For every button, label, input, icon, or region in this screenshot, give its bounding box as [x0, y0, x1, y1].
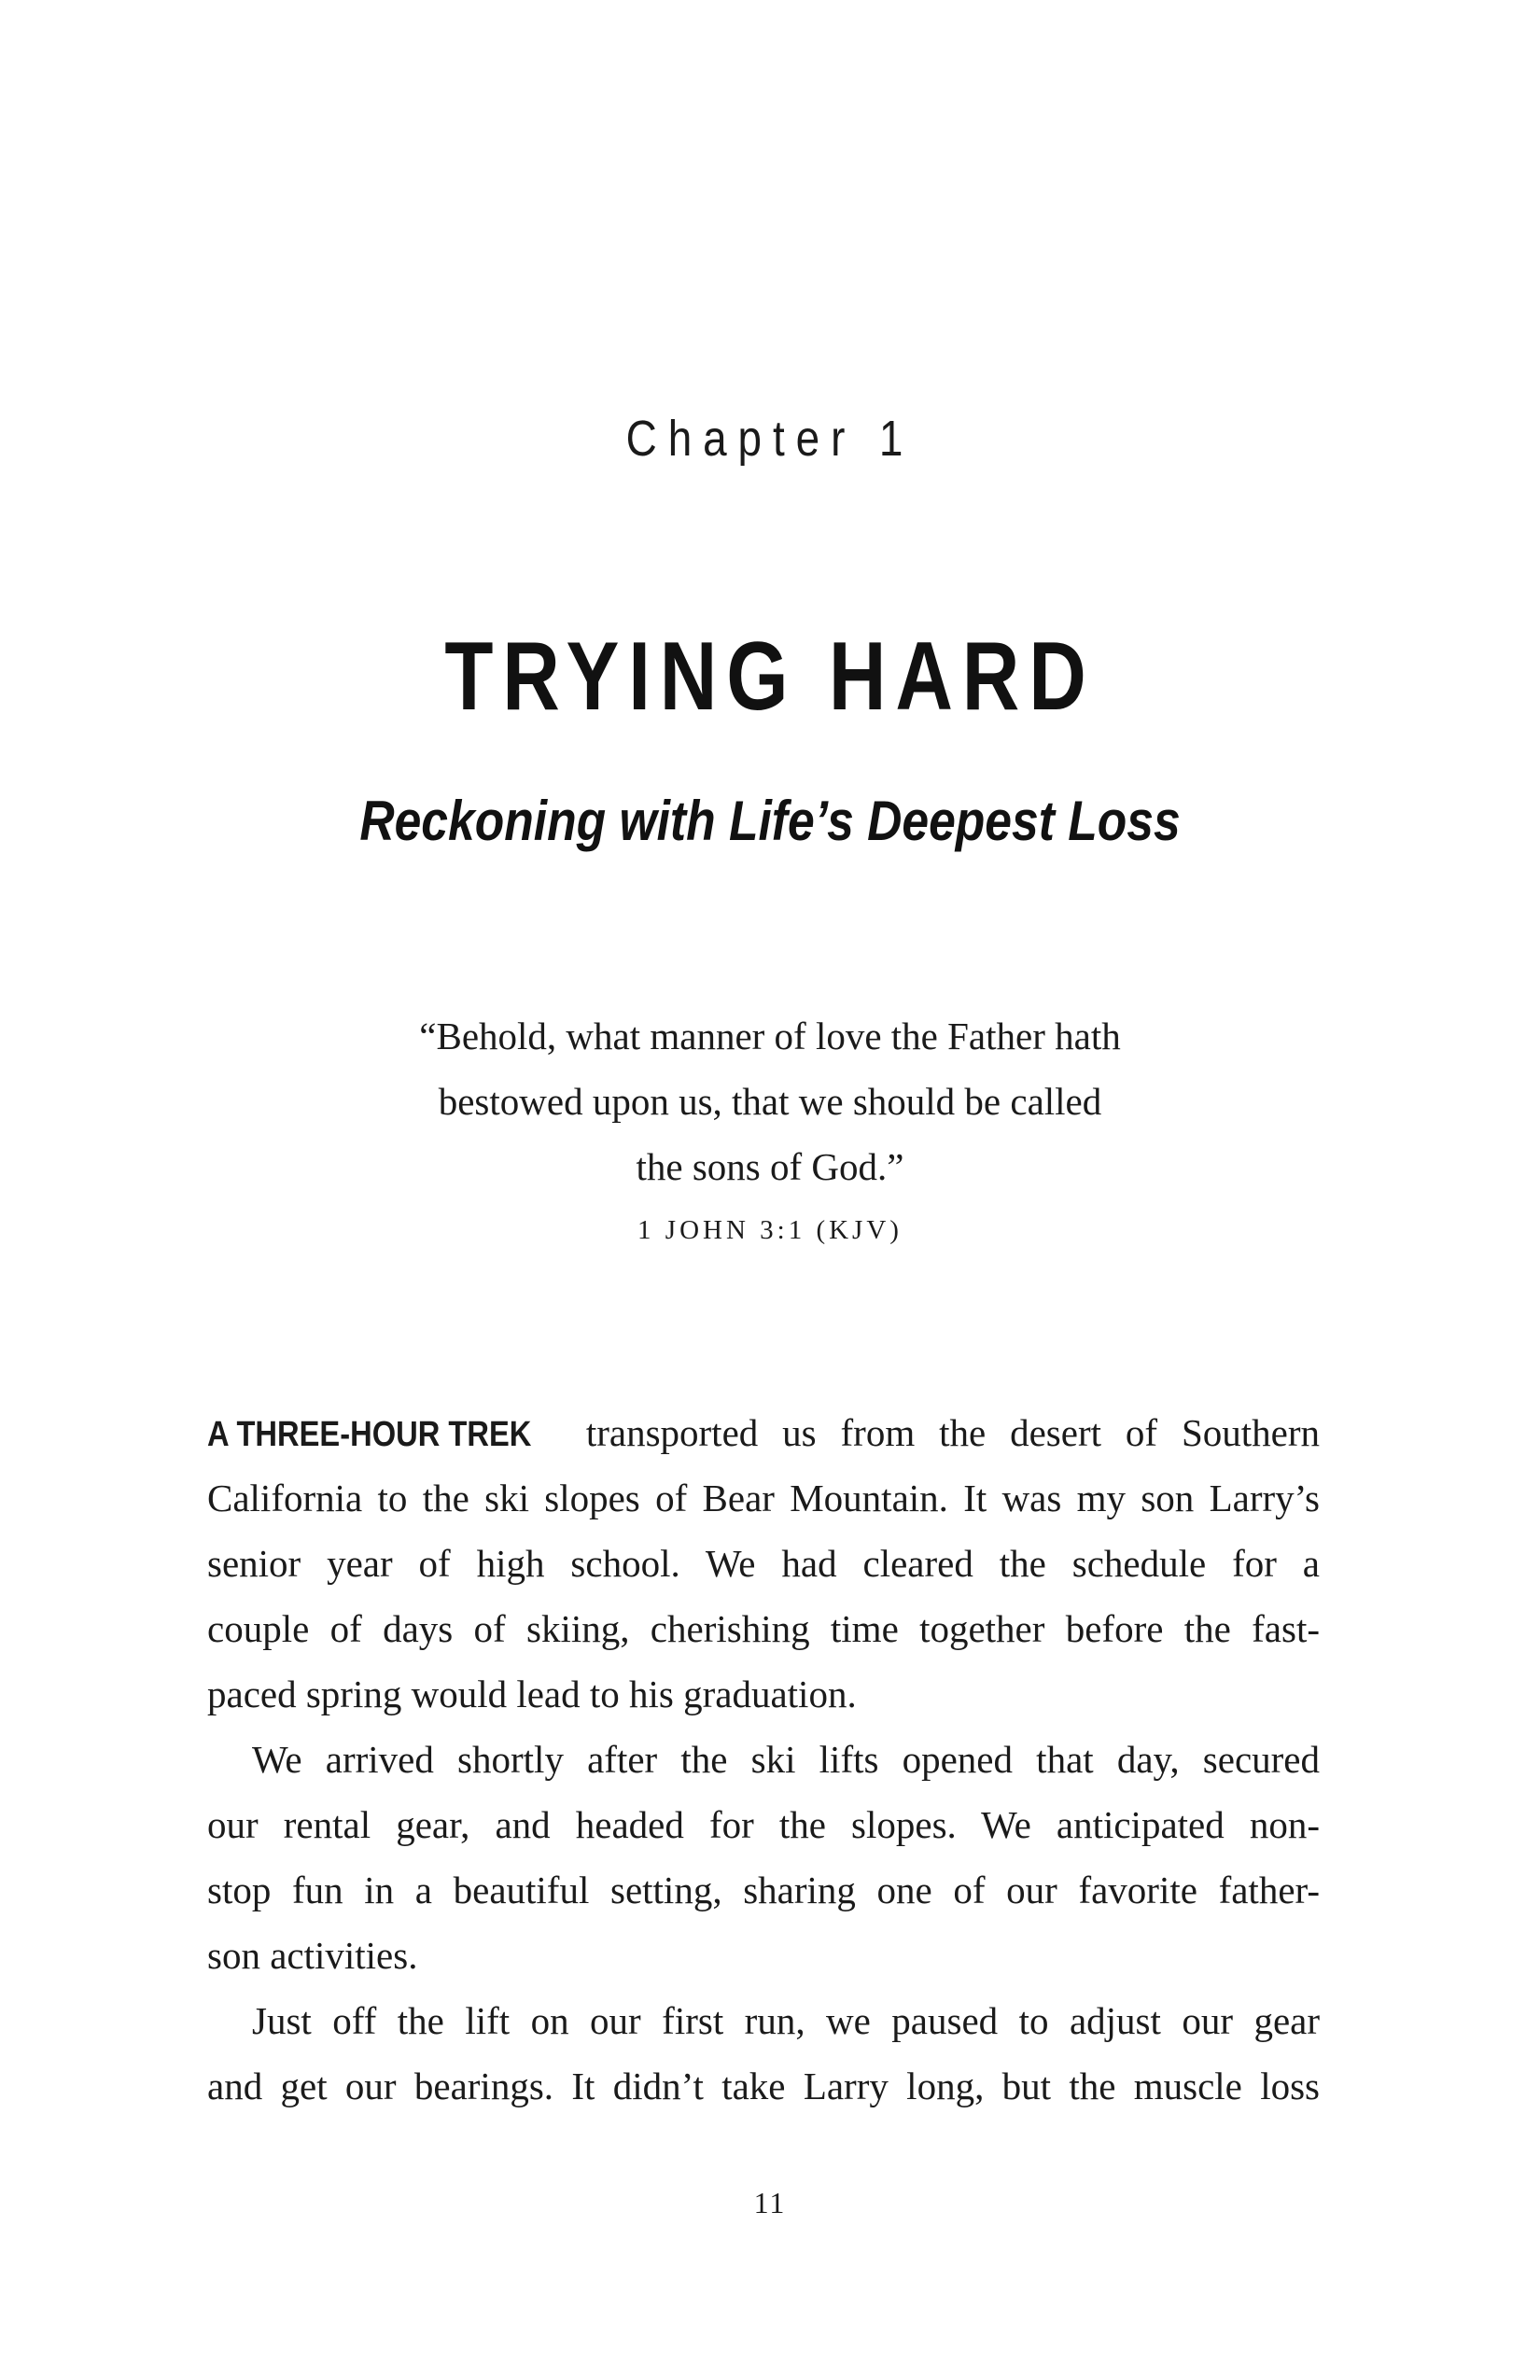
paragraph-line: and get our bearings. It didn’t take Larry long, but the muscle loss: [207, 2065, 1320, 2107]
paragraph-line: couple of days of skiing, cherishing time together before the fast-: [207, 1607, 1320, 1650]
paragraph-line: Just off the lift on our first run, we paused to adjust our gear: [252, 1999, 1320, 2042]
paragraph-line: stop fun in a beautiful setting, sharing one of our favorite father-: [207, 1869, 1320, 1911]
chapter-title: TRYING HARD: [444, 623, 1096, 731]
epigraph-reference: 1 JOHN 3:1 (KJV): [637, 1215, 903, 1245]
lead-in-text: A THREE-HOUR TREK: [207, 1415, 532, 1454]
epigraph-quote: [303, 1003, 1237, 1199]
paragraph-line-text: transported us from the desert of Southern: [561, 1411, 1320, 1454]
paragraph-line: son activities.: [207, 1934, 418, 1977]
paragraph-line: California to the ski slopes of Bear Mountain. It was my son Larry’s: [207, 1477, 1320, 1519]
paragraph-line: our rental gear, and headed for the slopes. We anticipated non-: [207, 1803, 1320, 1846]
chapter-label: Chapter 1: [625, 411, 915, 467]
paragraph-line: We arrived shortly after the ski lifts opened that day, secured: [252, 1738, 1320, 1781]
page-number: 11: [753, 2186, 787, 2219]
paragraph-line: senior year of high school. We had cleared the schedule for a: [207, 1542, 1320, 1585]
body-text: [207, 1400, 1320, 2119]
chapter-subtitle: Reckoning with Life’s Deepest Loss: [359, 790, 1181, 852]
paragraph-line: [207, 1400, 1320, 1465]
epigraph-line: “Behold, what manner of love the Father hath: [419, 1015, 1121, 1057]
epigraph-line: the sons of God.”: [636, 1145, 904, 1188]
epigraph-line: bestowed upon us, that we should be called: [438, 1080, 1102, 1123]
paragraph-line: paced spring would lead to his graduation.: [207, 1673, 857, 1715]
